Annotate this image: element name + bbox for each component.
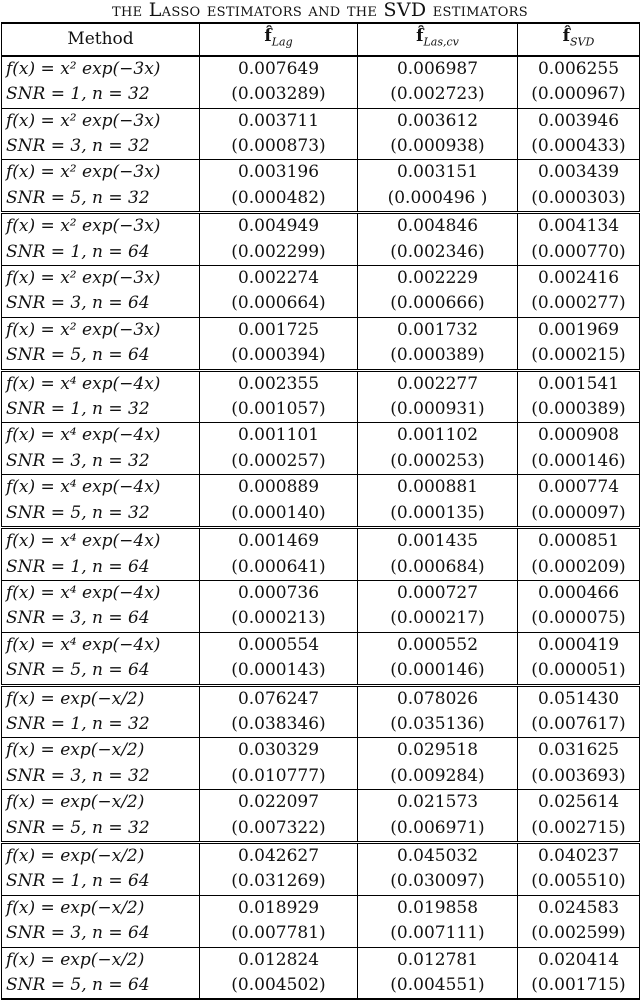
mean-value-cell: 0.001541 [518,370,640,397]
sd-value-cell: (0.000389) [518,397,640,423]
mean-value-cell: 0.002416 [518,266,640,292]
row-snr-label: SNR = 1, n = 64 [2,240,200,266]
table-mean-row [2,685,640,712]
row-function-label: f(x) = x² exp(−3x) [2,56,200,82]
row-snr-label: SNR = 5, n = 64 [2,973,200,999]
mean-value-cell: 0.000552 [358,632,518,658]
sd-value-cell: (0.030097) [358,869,518,895]
table-mean-row [2,947,640,973]
sd-value-cell: (0.002346) [358,240,518,266]
sd-value-cell: (0.000146) [518,449,640,475]
table-caption: the Lasso estimators and the SVD estimators [112,0,528,21]
mean-value-cell: 0.000466 [518,580,640,606]
table-mean-row [2,213,640,240]
sd-value-cell: (0.000146) [358,658,518,685]
row-snr-label: SNR = 1, n = 64 [2,555,200,581]
row-snr-label: SNR = 1, n = 64 [2,869,200,895]
mean-value-cell: 0.003711 [200,108,358,134]
mean-value-cell: 0.018929 [200,895,358,921]
table-mean-row [2,632,640,658]
row-function-label: f(x) = exp(−x/2) [2,685,200,712]
mean-value-cell: 0.002355 [200,370,358,397]
sd-value-cell: (0.006971) [358,816,518,843]
table-sd-row [2,343,640,370]
row-snr-label: SNR = 1, n = 32 [2,82,200,108]
mean-value-cell: 0.000554 [200,632,358,658]
table-sd-row [2,712,640,738]
sd-value-cell: (0.000213) [200,606,358,632]
row-snr-label: SNR = 1, n = 32 [2,712,200,738]
mean-value-cell: 0.022097 [200,790,358,816]
row-snr-label: SNR = 1, n = 32 [2,397,200,423]
mean-value-cell: 0.000736 [200,580,358,606]
results-table [1,22,640,1000]
row-function-label: f(x) = x² exp(−3x) [2,317,200,343]
table-mean-row [2,475,640,501]
sd-value-cell: (0.002599) [518,921,640,947]
sd-value-cell: (0.000938) [358,134,518,160]
row-function-label: f(x) = x⁴ exp(−4x) [2,475,200,501]
row-snr-label: SNR = 5, n = 64 [2,658,200,685]
sd-value-cell: (0.038346) [200,712,358,738]
mean-value-cell: 0.019858 [358,895,518,921]
mean-value-cell: 0.007649 [200,56,358,82]
sd-value-cell: (0.007617) [518,712,640,738]
sd-value-cell: (0.000496 ) [358,186,518,213]
row-snr-label: SNR = 3, n = 64 [2,606,200,632]
sd-value-cell: (0.002723) [358,82,518,108]
table-sd-row [2,973,640,999]
mean-value-cell: 0.001435 [358,528,518,555]
sd-value-cell: (0.000684) [358,555,518,581]
mean-value-cell: 0.024583 [518,895,640,921]
row-snr-label: SNR = 3, n = 64 [2,921,200,947]
mean-value-cell: 0.042627 [200,842,358,869]
row-function-label: f(x) = exp(−x/2) [2,947,200,973]
sd-value-cell: (0.004502) [200,973,358,999]
table-sd-row [2,186,640,213]
sd-value-cell: (0.000097) [518,501,640,528]
mean-value-cell: 0.020414 [518,947,640,973]
row-snr-label: SNR = 3, n = 64 [2,291,200,317]
table-mean-row [2,842,640,869]
mean-value-cell: 0.002277 [358,370,518,397]
row-snr-label: SNR = 3, n = 32 [2,449,200,475]
sd-value-cell: (0.000143) [200,658,358,685]
table-sd-row [2,555,640,581]
sd-value-cell: (0.000482) [200,186,358,213]
sd-value-cell: (0.031269) [200,869,358,895]
table-sd-row [2,764,640,790]
table-sd-row [2,921,640,947]
table-mean-row [2,160,640,186]
table-sd-row [2,82,640,108]
sd-value-cell: (0.007322) [200,816,358,843]
sd-value-cell: (0.000215) [518,343,640,370]
row-function-label: f(x) = exp(−x/2) [2,790,200,816]
mean-value-cell: 0.000889 [200,475,358,501]
row-snr-label: SNR = 5, n = 32 [2,186,200,213]
mean-value-cell: 0.003612 [358,108,518,134]
row-function-label: f(x) = x² exp(−3x) [2,266,200,292]
sd-value-cell: (0.000135) [358,501,518,528]
table-mean-row [2,528,640,555]
sd-value-cell: (0.000770) [518,240,640,266]
mean-value-cell: 0.004949 [200,213,358,240]
sd-value-cell: (0.009284) [358,764,518,790]
table-mean-row [2,370,640,397]
mean-value-cell: 0.030329 [200,738,358,764]
mean-value-cell: 0.003439 [518,160,640,186]
header-svd: $f̂_{SVD}$ [518,23,640,56]
table-sd-row [2,240,640,266]
table-sd-row [2,869,640,895]
row-function-label: f(x) = x⁴ exp(−4x) [2,370,200,397]
sd-value-cell: (0.003289) [200,82,358,108]
mean-value-cell: 0.003946 [518,108,640,134]
mean-value-cell: 0.001101 [200,423,358,449]
table-mean-row [2,790,640,816]
sd-value-cell: (0.010777) [200,764,358,790]
row-function-label: f(x) = x⁴ exp(−4x) [2,528,200,555]
sd-value-cell: (0.000931) [358,397,518,423]
sd-value-cell: (0.004551) [358,973,518,999]
sd-value-cell: (0.000394) [200,343,358,370]
sd-value-cell: (0.035136) [358,712,518,738]
table-body [2,56,640,1000]
sd-value-cell: (0.000303) [518,186,640,213]
row-function-label: f(x) = x⁴ exp(−4x) [2,423,200,449]
table-sd-row [2,397,640,423]
mean-value-cell: 0.003151 [358,160,518,186]
mean-value-cell: 0.051430 [518,685,640,712]
row-function-label: f(x) = x⁴ exp(−4x) [2,580,200,606]
sd-value-cell: (0.000641) [200,555,358,581]
sd-value-cell: (0.007111) [358,921,518,947]
sd-value-cell: (0.000217) [358,606,518,632]
mean-value-cell: 0.029518 [358,738,518,764]
mean-value-cell: 0.076247 [200,685,358,712]
mean-value-cell: 0.001969 [518,317,640,343]
mean-value-cell: 0.045032 [358,842,518,869]
mean-value-cell: 0.003196 [200,160,358,186]
mean-value-cell: 0.001732 [358,317,518,343]
mean-value-cell: 0.025614 [518,790,640,816]
table-mean-row [2,317,640,343]
row-function-label: f(x) = x² exp(−3x) [2,213,200,240]
mean-value-cell: 0.000727 [358,580,518,606]
sd-value-cell: (0.000075) [518,606,640,632]
sd-value-cell: (0.000257) [200,449,358,475]
mean-value-cell: 0.040237 [518,842,640,869]
table-sd-row [2,134,640,160]
mean-value-cell: 0.002229 [358,266,518,292]
sd-value-cell: (0.000209) [518,555,640,581]
header-lag: $f̂_{Lag}$ [200,23,358,56]
sd-value-cell: (0.003693) [518,764,640,790]
sd-value-cell: (0.007781) [200,921,358,947]
mean-value-cell: 0.004846 [358,213,518,240]
mean-value-cell: 0.000908 [518,423,640,449]
sd-value-cell: (0.000666) [358,291,518,317]
sd-value-cell: (0.005510) [518,869,640,895]
sd-value-cell: (0.000389) [358,343,518,370]
sd-value-cell: (0.000253) [358,449,518,475]
sd-value-cell: (0.000433) [518,134,640,160]
row-function-label: f(x) = x⁴ exp(−4x) [2,632,200,658]
mean-value-cell: 0.012824 [200,947,358,973]
table-sd-row [2,658,640,685]
row-function-label: f(x) = exp(−x/2) [2,842,200,869]
mean-value-cell: 0.006255 [518,56,640,82]
row-snr-label: SNR = 3, n = 32 [2,134,200,160]
table-sd-row [2,606,640,632]
sd-value-cell: (0.000051) [518,658,640,685]
sd-value-cell: (0.001715) [518,973,640,999]
header-row [2,23,640,56]
sd-value-cell: (0.000664) [200,291,358,317]
row-snr-label: SNR = 5, n = 32 [2,816,200,843]
table-mean-row [2,738,640,764]
table-sd-row [2,501,640,528]
table-sd-row [2,291,640,317]
row-function-label: f(x) = exp(−x/2) [2,895,200,921]
table-mean-row [2,56,640,82]
mean-value-cell: 0.001102 [358,423,518,449]
table-sd-row [2,816,640,843]
row-function-label: f(x) = x² exp(−3x) [2,108,200,134]
header-las-cv: $f̂_{Las,cv}$ [358,23,518,56]
row-snr-label: SNR = 5, n = 32 [2,501,200,528]
sd-value-cell: (0.002715) [518,816,640,843]
mean-value-cell: 0.021573 [358,790,518,816]
sd-value-cell: (0.002299) [200,240,358,266]
mean-value-cell: 0.031625 [518,738,640,764]
table-mean-row [2,266,640,292]
mean-value-cell: 0.002274 [200,266,358,292]
table-mean-row [2,580,640,606]
mean-value-cell: 0.000881 [358,475,518,501]
sd-value-cell: (0.000873) [200,134,358,160]
sd-value-cell: (0.000140) [200,501,358,528]
mean-value-cell: 0.006987 [358,56,518,82]
sd-value-cell: (0.000967) [518,82,640,108]
row-function-label: f(x) = x² exp(−3x) [2,160,200,186]
mean-value-cell: 0.000851 [518,528,640,555]
mean-value-cell: 0.012781 [358,947,518,973]
mean-value-cell: 0.000419 [518,632,640,658]
row-function-label: f(x) = exp(−x/2) [2,738,200,764]
table-sd-row [2,449,640,475]
mean-value-cell: 0.004134 [518,213,640,240]
mean-value-cell: 0.078026 [358,685,518,712]
table-mean-row [2,895,640,921]
sd-value-cell: (0.000277) [518,291,640,317]
sd-value-cell: (0.001057) [200,397,358,423]
header-method: Method [2,23,200,56]
mean-value-cell: 0.000774 [518,475,640,501]
row-snr-label: SNR = 5, n = 64 [2,343,200,370]
table-mean-row [2,108,640,134]
table-mean-row [2,423,640,449]
mean-value-cell: 0.001725 [200,317,358,343]
mean-value-cell: 0.001469 [200,528,358,555]
row-snr-label: SNR = 3, n = 32 [2,764,200,790]
